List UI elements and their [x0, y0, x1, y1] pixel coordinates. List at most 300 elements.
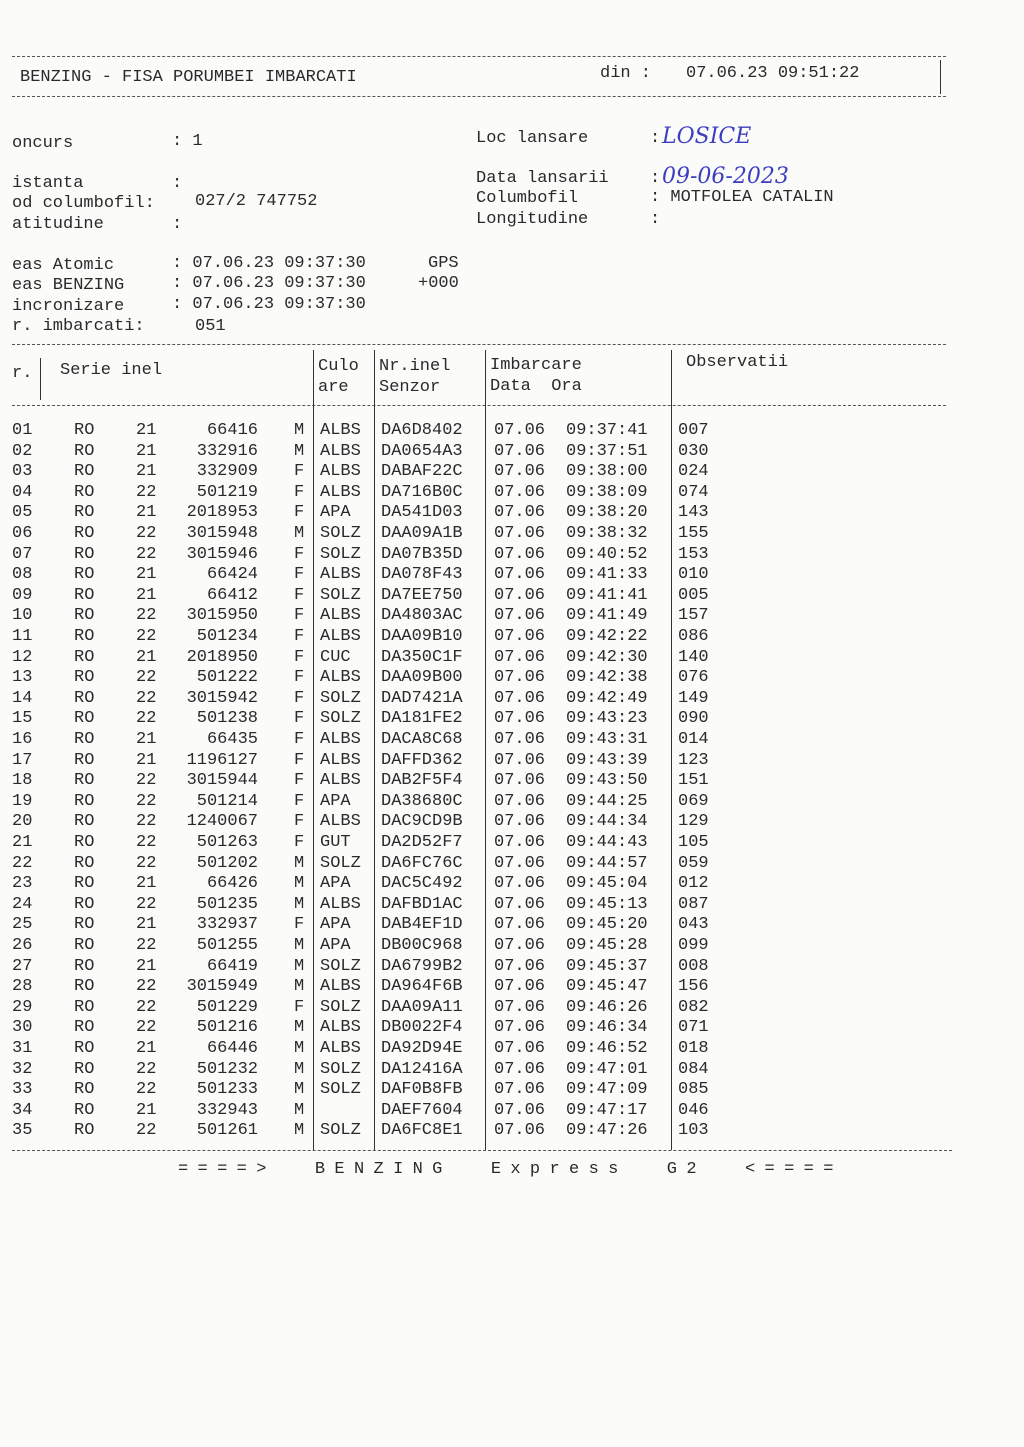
- cell-ring-number: 501235: [196, 894, 258, 914]
- table-row: [0, 545, 1024, 565]
- cell-color: APA: [320, 874, 351, 894]
- cell-sex: F: [294, 915, 305, 935]
- cell-color: SOLZ: [320, 956, 361, 976]
- cell-sex: F: [294, 791, 305, 811]
- cell-country: RO: [74, 1080, 95, 1100]
- cell-observatii: 008: [678, 956, 709, 976]
- cell-year: 22: [136, 524, 157, 543]
- cell-date: 07.06: [494, 1100, 546, 1120]
- cell-sensor: DA92D94E: [381, 1039, 463, 1058]
- cell-observatii: 084: [678, 1059, 709, 1079]
- cell-sex: M: [294, 874, 305, 894]
- table-row: [0, 1080, 1024, 1100]
- cell-nr: 08: [12, 565, 33, 585]
- cell-sensor: DA7EE750: [381, 585, 463, 605]
- cell-color: SOLZ: [320, 688, 361, 708]
- table-row: [0, 462, 1024, 482]
- cell-country: RO: [74, 482, 95, 502]
- cell-color: ALBS: [320, 441, 361, 461]
- cell-nr: 07: [12, 544, 33, 564]
- cell-observatii: 005: [678, 585, 709, 605]
- cell-sensor: DA716B0C: [381, 482, 463, 502]
- cell-date: 07.06: [494, 1080, 546, 1100]
- loc-lansare-colon: :: [650, 129, 661, 148]
- cell-observatii: 090: [678, 709, 709, 729]
- cell-observatii: 046: [678, 1100, 709, 1120]
- concurs-label: oncurs: [12, 134, 74, 153]
- cell-country: RO: [74, 730, 95, 749]
- cell-date: 07.06: [494, 812, 546, 832]
- table-row: [0, 668, 1024, 688]
- cell-sex: F: [294, 482, 305, 502]
- cell-time: 09:40:52: [566, 544, 648, 564]
- cell-time: 09:38:09: [566, 482, 648, 502]
- cell-ring-number: 501261: [196, 1121, 258, 1141]
- cell-country: RO: [74, 524, 95, 543]
- cell-country: RO: [74, 977, 95, 997]
- table-row: [0, 874, 1024, 894]
- cell-ring-number: 501202: [196, 853, 258, 873]
- cell-ring-number: 3015946: [186, 544, 258, 564]
- cell-time: 09:45:04: [566, 874, 648, 894]
- cell-time: 09:47:01: [566, 1059, 648, 1079]
- cell-nr: 28: [12, 977, 33, 997]
- cell-country: RO: [74, 1039, 95, 1058]
- cell-sensor: DAFFD362: [381, 750, 463, 770]
- cell-ring-number: 3015942: [186, 688, 258, 708]
- cell-ring-number: 3015948: [186, 524, 258, 543]
- cell-sex: M: [294, 441, 305, 461]
- cell-sex: M: [294, 1059, 305, 1079]
- cell-sensor: DAC9CD9B: [381, 812, 463, 832]
- cell-country: RO: [74, 668, 95, 688]
- cell-color: ALBS: [320, 894, 361, 914]
- cell-date: 07.06: [494, 462, 546, 482]
- cell-year: 22: [136, 894, 157, 914]
- cell-time: 09:46:52: [566, 1039, 648, 1058]
- cell-nr: 09: [12, 585, 33, 605]
- cell-date: 07.06: [494, 997, 546, 1017]
- cell-time: 09:41:33: [566, 565, 648, 585]
- cell-observatii: 086: [678, 627, 709, 646]
- cell-color: ALBS: [320, 462, 361, 482]
- cell-sensor: DA12416A: [381, 1059, 463, 1079]
- col-header-imbarcare-1: Imbarcare: [490, 356, 582, 375]
- top-rule: [12, 56, 946, 57]
- cell-sex: F: [294, 709, 305, 729]
- cell-nr: 33: [12, 1080, 33, 1100]
- cell-nr: 15: [12, 709, 33, 729]
- cell-ring-number: 66419: [206, 956, 258, 976]
- cell-date: 07.06: [494, 956, 546, 976]
- table-row: [0, 915, 1024, 935]
- ceas-atomic-label: eas Atomic: [12, 256, 115, 275]
- cell-nr: 25: [12, 915, 33, 935]
- cell-sensor: DA541D03: [381, 503, 463, 523]
- cell-observatii: 151: [678, 771, 709, 791]
- cell-sex: M: [294, 977, 305, 997]
- cell-sex: F: [294, 606, 305, 626]
- cell-date: 07.06: [494, 750, 546, 770]
- cell-country: RO: [74, 791, 95, 811]
- cell-sex: F: [294, 647, 305, 667]
- cell-time: 09:43:31: [566, 730, 648, 749]
- cell-observatii: 007: [678, 421, 709, 440]
- cell-time: 09:42:49: [566, 688, 648, 708]
- cell-ring-number: 332937: [196, 915, 258, 935]
- cell-country: RO: [74, 606, 95, 626]
- cell-year: 22: [136, 1121, 157, 1141]
- cell-color: ALBS: [320, 1018, 361, 1038]
- cell-country: RO: [74, 1100, 95, 1120]
- cell-color: ALBS: [320, 565, 361, 585]
- cell-time: 09:42:22: [566, 627, 648, 646]
- cell-sensor: DA4803AC: [381, 606, 463, 626]
- cell-sex: F: [294, 544, 305, 564]
- cell-ring-number: 501263: [196, 833, 258, 852]
- table-row: [0, 606, 1024, 626]
- cell-time: 09:43:39: [566, 750, 648, 770]
- cell-country: RO: [74, 585, 95, 605]
- cell-color: ALBS: [320, 730, 361, 749]
- cell-color: ALBS: [320, 421, 361, 440]
- cell-time: 09:37:41: [566, 421, 648, 440]
- cell-color: ALBS: [320, 627, 361, 646]
- col-header-culoare-2: are: [318, 378, 349, 397]
- cell-observatii: 071: [678, 1018, 709, 1038]
- table-row: [0, 998, 1024, 1018]
- sincronizare-value: : 07.06.23 09:37:30: [172, 295, 366, 314]
- cell-color: ALBS: [320, 1039, 361, 1058]
- cell-ring-number: 3015950: [186, 606, 258, 626]
- cell-year: 22: [136, 544, 157, 564]
- cell-date: 07.06: [494, 1018, 546, 1038]
- table-row: [0, 689, 1024, 709]
- cell-year: 21: [136, 647, 157, 667]
- cell-color: APA: [320, 791, 351, 811]
- cell-date: 07.06: [494, 874, 546, 894]
- col-header-nr: r.: [12, 364, 33, 383]
- cell-color: SOLZ: [320, 853, 361, 873]
- cell-nr: 12: [12, 647, 33, 667]
- cell-date: 07.06: [494, 585, 546, 605]
- cell-year: 22: [136, 688, 157, 708]
- cell-observatii: 087: [678, 894, 709, 914]
- distanta-value: :: [172, 174, 183, 193]
- ceas-benzing-value: : 07.06.23 09:37:30: [172, 274, 366, 293]
- cell-year: 22: [136, 1080, 157, 1100]
- cell-date: 07.06: [494, 606, 546, 626]
- document-title: BENZING - FISA PORUMBEI IMBARCATI: [20, 68, 357, 87]
- cell-nr: 23: [12, 874, 33, 894]
- col-header-nr-inel-1: Nr.inel: [379, 357, 451, 376]
- cell-nr: 21: [12, 833, 33, 852]
- cell-date: 07.06: [494, 668, 546, 688]
- cell-time: 09:42:30: [566, 647, 648, 667]
- cell-year: 21: [136, 421, 157, 440]
- table-row: [0, 565, 1024, 585]
- cell-nr: 04: [12, 482, 33, 502]
- cell-sex: F: [294, 997, 305, 1017]
- cell-observatii: 129: [678, 812, 709, 832]
- cell-observatii: 082: [678, 997, 709, 1017]
- cell-country: RO: [74, 1018, 95, 1038]
- cell-sex: F: [294, 750, 305, 770]
- longitudine-value: :: [650, 210, 661, 229]
- cell-year: 22: [136, 627, 157, 646]
- cell-ring-number: 501214: [196, 791, 258, 811]
- cell-color: SOLZ: [320, 1080, 361, 1100]
- cod-columbofil-value: 027/2 747752: [195, 192, 318, 211]
- cell-time: 09:44:25: [566, 791, 648, 811]
- cell-country: RO: [74, 503, 95, 523]
- cell-sex: F: [294, 833, 305, 852]
- cell-nr: 24: [12, 894, 33, 914]
- cell-time: 09:37:51: [566, 441, 648, 461]
- cell-date: 07.06: [494, 565, 546, 585]
- cell-date: 07.06: [494, 441, 546, 461]
- ceas-benzing-offset: +000: [418, 274, 459, 293]
- cell-ring-number: 501229: [196, 997, 258, 1017]
- cell-color: SOLZ: [320, 1121, 361, 1141]
- columbofil-value: : MOTFOLEA CATALIN: [650, 188, 834, 207]
- cell-sex: M: [294, 894, 305, 914]
- cell-observatii: 156: [678, 977, 709, 997]
- cell-date: 07.06: [494, 771, 546, 791]
- col-header-observatii: Observatii: [686, 353, 789, 372]
- ceas-atomic-source: GPS: [428, 254, 459, 273]
- cell-sex: F: [294, 565, 305, 585]
- cell-country: RO: [74, 874, 95, 894]
- cell-country: RO: [74, 565, 95, 585]
- cell-ring-number: 2018950: [186, 647, 258, 667]
- cod-columbofil-label: od columbofil:: [12, 194, 155, 213]
- cell-sensor: DA6799B2: [381, 956, 463, 976]
- table-row: [0, 709, 1024, 729]
- data-lansarii-colon: :: [650, 169, 661, 188]
- cell-sex: F: [294, 730, 305, 749]
- cell-ring-number: 66412: [206, 585, 258, 605]
- cell-date: 07.06: [494, 482, 546, 502]
- cell-sex: F: [294, 668, 305, 688]
- cell-year: 21: [136, 915, 157, 935]
- cell-year: 22: [136, 977, 157, 997]
- data-lansarii-label: Data lansarii: [476, 169, 609, 188]
- cell-observatii: 030: [678, 441, 709, 461]
- cell-sensor: DA2D52F7: [381, 833, 463, 852]
- cell-observatii: 105: [678, 833, 709, 852]
- cell-time: 09:43:23: [566, 709, 648, 729]
- cell-sensor: DACA8C68: [381, 730, 463, 749]
- table-row: [0, 442, 1024, 462]
- distanta-label: istanta: [12, 174, 84, 193]
- cell-date: 07.06: [494, 688, 546, 708]
- table-row: [0, 1039, 1024, 1059]
- cell-time: 09:47:09: [566, 1080, 648, 1100]
- cell-ring-number: 1196127: [186, 750, 258, 770]
- cell-color: ALBS: [320, 482, 361, 502]
- table-row: [0, 792, 1024, 812]
- cell-country: RO: [74, 544, 95, 564]
- cell-color: ALBS: [320, 668, 361, 688]
- cell-ring-number: 66426: [206, 874, 258, 894]
- table-row: [0, 648, 1024, 668]
- cell-year: 21: [136, 441, 157, 461]
- data-lansarii-handwritten: 09-06-2023: [662, 164, 789, 189]
- cell-year: 22: [136, 709, 157, 729]
- cell-sensor: DAA09B00: [381, 668, 463, 688]
- cell-ring-number: 66435: [206, 730, 258, 749]
- ceas-atomic-value: : 07.06.23 09:37:30: [172, 254, 366, 273]
- cell-year: 21: [136, 462, 157, 482]
- cell-sensor: DAEF7604: [381, 1100, 463, 1120]
- printed-timestamp: 07.06.23 09:51:22: [686, 64, 860, 83]
- cell-nr: 10: [12, 606, 33, 626]
- cell-nr: 16: [12, 730, 33, 749]
- cell-year: 21: [136, 956, 157, 976]
- cell-ring-number: 3015944: [186, 771, 258, 791]
- cell-sex: M: [294, 1039, 305, 1058]
- cell-sensor: DA078F43: [381, 565, 463, 585]
- cell-year: 21: [136, 1100, 157, 1120]
- cell-sex: M: [294, 1121, 305, 1141]
- cell-time: 09:43:50: [566, 771, 648, 791]
- cell-country: RO: [74, 894, 95, 914]
- cell-observatii: 099: [678, 936, 709, 955]
- cell-observatii: 069: [678, 791, 709, 811]
- table-row: [0, 1018, 1024, 1038]
- cell-time: 09:41:49: [566, 606, 648, 626]
- cell-year: 22: [136, 482, 157, 502]
- cell-sensor: DA38680C: [381, 791, 463, 811]
- cell-time: 09:45:47: [566, 977, 648, 997]
- nr-imbarcati-value: 051: [195, 317, 226, 336]
- cell-sex: M: [294, 956, 305, 976]
- cell-nr: 29: [12, 997, 33, 1017]
- cell-year: 22: [136, 606, 157, 626]
- cell-nr: 11: [12, 627, 33, 646]
- cell-sensor: DA181FE2: [381, 709, 463, 729]
- cell-date: 07.06: [494, 647, 546, 667]
- table-bottom-rule: [12, 1150, 952, 1151]
- cell-observatii: 149: [678, 688, 709, 708]
- cell-color: SOLZ: [320, 524, 361, 543]
- cell-date: 07.06: [494, 894, 546, 914]
- table-row: [0, 1101, 1024, 1121]
- cell-color: ALBS: [320, 606, 361, 626]
- cell-sensor: DB00C968: [381, 936, 463, 955]
- cell-date: 07.06: [494, 709, 546, 729]
- table-row: [0, 524, 1024, 544]
- cell-country: RO: [74, 956, 95, 976]
- cell-country: RO: [74, 627, 95, 646]
- cell-observatii: 123: [678, 750, 709, 770]
- cell-observatii: 103: [678, 1121, 709, 1141]
- cell-nr: 32: [12, 1059, 33, 1079]
- cell-year: 22: [136, 791, 157, 811]
- cell-color: SOLZ: [320, 544, 361, 564]
- cell-sensor: DAB4EF1D: [381, 915, 463, 935]
- cell-year: 22: [136, 771, 157, 791]
- cell-ring-number: 66416: [206, 421, 258, 440]
- cell-observatii: 076: [678, 668, 709, 688]
- table-row: [0, 854, 1024, 874]
- col-header-nr-inel-2: Senzor: [379, 378, 441, 397]
- cell-ring-number: 501255: [196, 936, 258, 955]
- table-row: [0, 812, 1024, 832]
- cell-nr: 34: [12, 1100, 33, 1120]
- cell-year: 21: [136, 874, 157, 894]
- cell-date: 07.06: [494, 1059, 546, 1079]
- cell-ring-number: 501222: [196, 668, 258, 688]
- cell-sex: F: [294, 812, 305, 832]
- cell-nr: 31: [12, 1039, 33, 1058]
- cell-sensor: DAC5C492: [381, 874, 463, 894]
- cell-year: 22: [136, 997, 157, 1017]
- footer-label: ====> BENZING Express G2 <====: [178, 1160, 843, 1179]
- cell-nr: 14: [12, 688, 33, 708]
- cell-nr: 06: [12, 524, 33, 543]
- cell-sensor: DAB2F5F4: [381, 771, 463, 791]
- columbofil-label: Columbofil: [476, 189, 579, 208]
- cell-year: 22: [136, 1059, 157, 1079]
- cell-time: 09:45:13: [566, 894, 648, 914]
- cell-color: SOLZ: [320, 709, 361, 729]
- cell-color: SOLZ: [320, 585, 361, 605]
- cell-observatii: 024: [678, 462, 709, 482]
- cell-country: RO: [74, 441, 95, 461]
- cell-observatii: 059: [678, 853, 709, 873]
- table-row: [0, 730, 1024, 750]
- ceas-benzing-label: eas BENZING: [12, 276, 125, 295]
- cell-year: 21: [136, 750, 157, 770]
- cell-ring-number: 501233: [196, 1080, 258, 1100]
- cell-ring-number: 2018953: [186, 503, 258, 523]
- cell-nr: 02: [12, 441, 33, 461]
- cell-time: 09:45:20: [566, 915, 648, 935]
- cell-date: 07.06: [494, 503, 546, 523]
- col-header-serie-inel: Serie inel: [60, 361, 163, 380]
- cell-country: RO: [74, 812, 95, 832]
- cell-color: CUC: [320, 647, 351, 667]
- cell-time: 09:46:34: [566, 1018, 648, 1038]
- cell-ring-number: 1240067: [186, 812, 258, 832]
- cell-sensor: DAFBD1AC: [381, 894, 463, 914]
- cell-observatii: 010: [678, 565, 709, 585]
- din-label: din :: [600, 64, 652, 83]
- cell-time: 09:46:26: [566, 997, 648, 1017]
- table-row: [0, 895, 1024, 915]
- cell-sex: M: [294, 1100, 305, 1120]
- cell-time: 09:38:32: [566, 524, 648, 543]
- cell-year: 22: [136, 1018, 157, 1038]
- loc-lansare-label: Loc lansare: [476, 129, 589, 148]
- cell-country: RO: [74, 833, 95, 852]
- cell-time: 09:45:28: [566, 936, 648, 955]
- cell-nr: 03: [12, 462, 33, 482]
- table-row: [0, 936, 1024, 956]
- cell-time: 09:45:37: [566, 956, 648, 976]
- cell-observatii: 155: [678, 524, 709, 543]
- latitudine-label: atitudine: [12, 215, 104, 234]
- cell-date: 07.06: [494, 421, 546, 440]
- cell-color: ALBS: [320, 750, 361, 770]
- cell-sex: F: [294, 627, 305, 646]
- header-rule: [12, 96, 946, 97]
- cell-sex: M: [294, 1080, 305, 1100]
- cell-date: 07.06: [494, 524, 546, 543]
- cell-nr: 22: [12, 853, 33, 873]
